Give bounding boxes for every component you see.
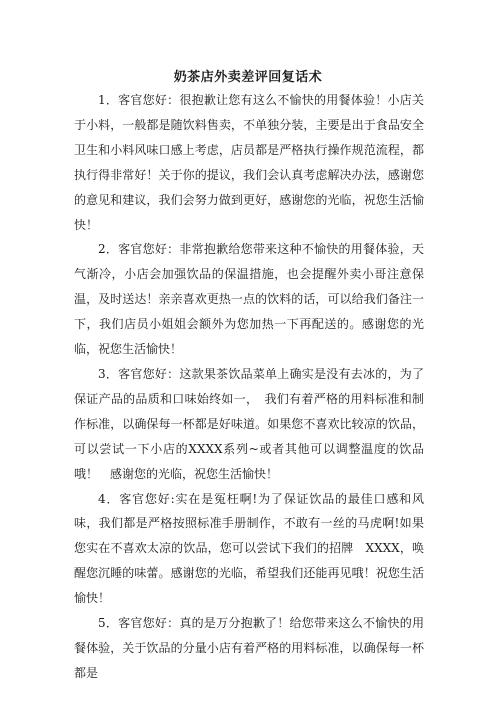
paragraph-2: 2．客官您好：非常抱歉给您带来这种不愉快的用餐体验，天气渐冷，小店会加强饮品的保温措施，也会提醒外卖小哥注意保温，及时送达！亲亲喜欢更热一点的饮料的话，可以给我们备注一下，我们店员小姐姐会额外为您加热一下再配送的。感谢您的光临，祝您生活愉快！ (74, 242, 424, 357)
paragraph-3: 3．客官您好：这款果茶饮品菜单上确实是没有去冰的，为了保证产品的品质和口味始终如一， 我们有着严格的用料标准和制作标准，以确保每一杯都是好味道。如果您不喜欢比较凉的饮品，可以尝试一下小店的XXXX系列~或者其他可以调整温度的饮品哦！ 感谢您的光临，祝您生活愉快！ (74, 366, 424, 481)
paragraph-4: 4．客官您好:实在是冤枉啊!为了保证饮品的最佳口感和风味，我们都是严格按照标准手册制作，不敢有一丝的马虎啊!如果您实在不喜欢太凉的饮品，您可以尝试下我们的招牌 XXXX，唤醒您沉睡的味蕾。感谢您的光临，希望我们还能再见哦！祝您生活愉快！ (74, 491, 424, 606)
paragraph-5: 5．客官您好：真的是万分抱歉了！给您带来这么不愉快的用餐体验，关于饮品的分量小店有着严格的用料标准，以确保每一杯都是 (74, 616, 424, 680)
document-title: 奶茶店外卖差评回复话术 (173, 70, 323, 85)
document-body (74, 88, 424, 686)
paragraph-1: 1．客官您好：很抱歉让您有这么不愉快的用餐体验！小店关于小料，一般都是随饮料售卖，不单独分装，主要是出于食品安全卫生和小料风味口感上考虑，店员都是严格执行操作规范流程，都执行得非常好！关于你的提议，我们会认真考虑解决办法，感谢您的意见和建议，我们会努力做到更好，感谢您的光临，祝您生活愉快！ (74, 93, 424, 232)
